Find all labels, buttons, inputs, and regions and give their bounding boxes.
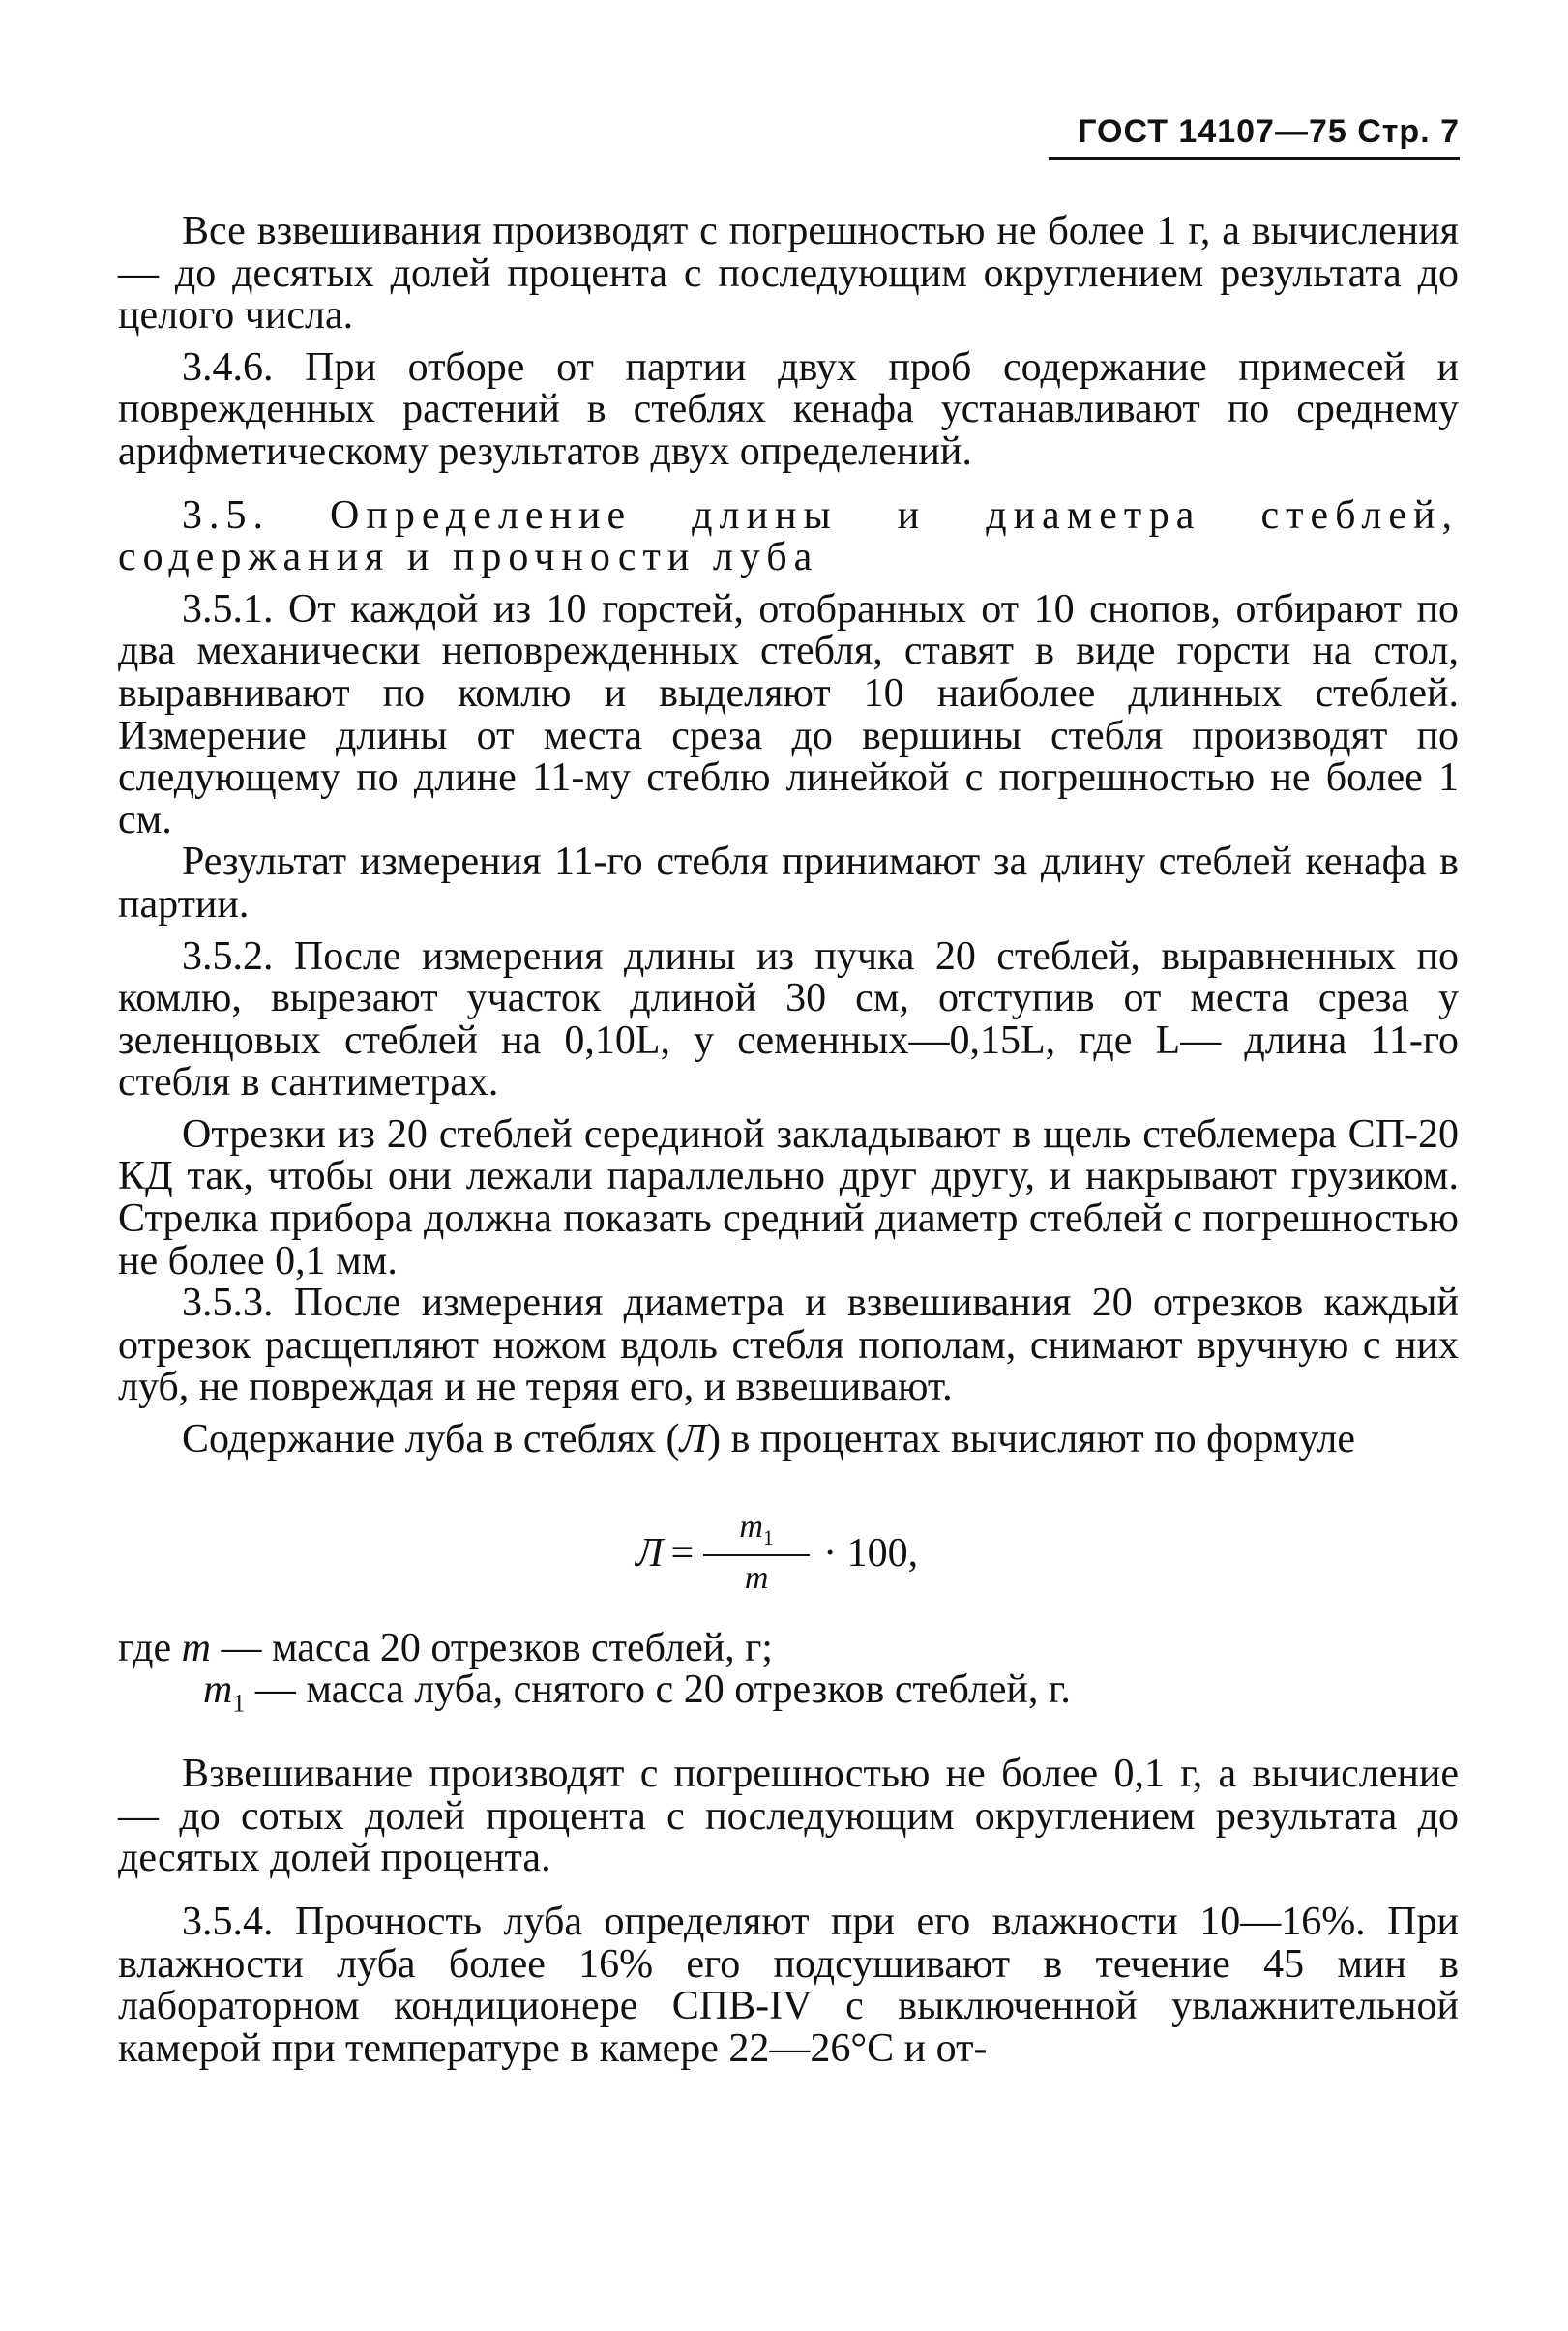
legend-var-m1-letter: m <box>203 1667 233 1713</box>
paragraph-result-11th-stem: Результат измерения 11-го стебля принимают за длину стеблей кенафа в партии. <box>118 840 1459 927</box>
formula-bast-content <box>118 1500 1459 1607</box>
formula-fraction <box>703 1511 810 1595</box>
paragraph-formula-intro <box>118 1419 1459 1461</box>
formula-lhs: Л <box>636 1530 664 1576</box>
formula-intro-text-before: Содержание луба в стеблях ( <box>182 1417 680 1462</box>
formula-intro-symbol: Л <box>679 1417 707 1462</box>
formula-expression <box>636 1500 918 1607</box>
paragraph-3-5-2: 3.5.2. После измерения длины из пучка 20 стеблей, выравненных по комлю, вырезают участок длиной 30 см, отступив от места среза у зеленцовых стеблей на 0,10L, у семенных—0,15L, где L— длина 11-го стебля в сантиметрах. <box>118 933 1459 1106</box>
paragraph-3-5-3: 3.5.3. После измерения диаметра и взвешивания 20 отрезков каждый отрезок расщепляют ножом вдоль стебля пополам, снимают вручную с них луб, не повреждая и не теряя его, и взвешивают. <box>118 1281 1459 1410</box>
formula-legend <box>118 1625 1459 1726</box>
formula-numerator <box>739 1511 774 1554</box>
paragraph-3-5-1: 3.5.1. От каждой из 10 горстей, отобранных от 10 снопов, отбирают по два механически неповрежденных стебля, ставят в виде горсти на стол, выравнивают по комлю и выделяют 10 наиболее длинных стеблей. Измерение длины от места среза до вершины стебля производят по следующему по длине 11-му стеблю линейкой с погрешностью не более 1 см. <box>118 586 1459 842</box>
formula-numerator-var: m <box>739 1509 763 1546</box>
legend-var-m1-sub: 1 <box>232 1689 246 1718</box>
paragraph-stem-meter: Отрезки из 20 стеблей серединой закладывают в щель стеблемера СП-20 КД так, чтобы они лежали параллельно друг другу, и накрывают грузиком. Стрелка прибора должна показать средний диаметр стеблей с погрешностью не более 0,1 мм. <box>118 1111 1459 1284</box>
formula-intro-text-after: ) в процентах вычисляют по формуле <box>707 1417 1356 1462</box>
legend-desc-m: — масса 20 отрезков стеблей, г; <box>221 1625 773 1670</box>
formula-numerator-sub: 1 <box>762 1525 774 1550</box>
legend-desc-m1: — масса луба, снятого с 20 отрезков стеблей, г. <box>254 1667 1071 1713</box>
formula-tail: · 100, <box>823 1530 919 1576</box>
legend-line-m <box>118 1625 1459 1670</box>
legend-line-m1 <box>118 1669 1459 1725</box>
legend-var-m: m <box>181 1625 211 1670</box>
running-head: ГОСТ 14107—75 Стр. 7 <box>1078 113 1460 150</box>
legend-lead: где <box>118 1625 172 1670</box>
page-body <box>118 211 1459 2070</box>
paragraph-3-4-6: 3.4.6. При отборе от партии двух проб содержание примесей и поврежденных растений в стеблях кенафа устанавливают по среднему арифметическому результатов двух определений. <box>118 344 1459 474</box>
formula-denominator: m <box>744 1560 769 1597</box>
section-title-3-5: 3.5. Определение длины и диаметра стеблей, содержания и прочности луба <box>118 492 1459 580</box>
formula-equals: = <box>670 1530 695 1576</box>
header-rule <box>1049 157 1460 160</box>
paragraph-weighing-precision: Все взвешивания производят с погрешностью не более 1 г, а вычисления — до десятых долей процента с последующим округлением результата до целого числа. <box>118 209 1459 339</box>
paragraph-weighing-0-1g: Взвешивание производят с погрешностью не более 0,1 г, а вычисление — до сотых долей процента с последующим округлением результата до десятых долей процента. <box>118 1752 1459 1881</box>
paragraph-3-5-4: 3.5.4. Прочность луба определяют при его влажности 10—16%. При влажности луба более 16% его подсушивают в течение 45 мин в лабораторном кондиционере СПВ-IV с выключенной увлажнительной камерой при температуре в камере 22—26°С и от- <box>118 1899 1459 2071</box>
legend-var-m1 <box>203 1667 246 1718</box>
